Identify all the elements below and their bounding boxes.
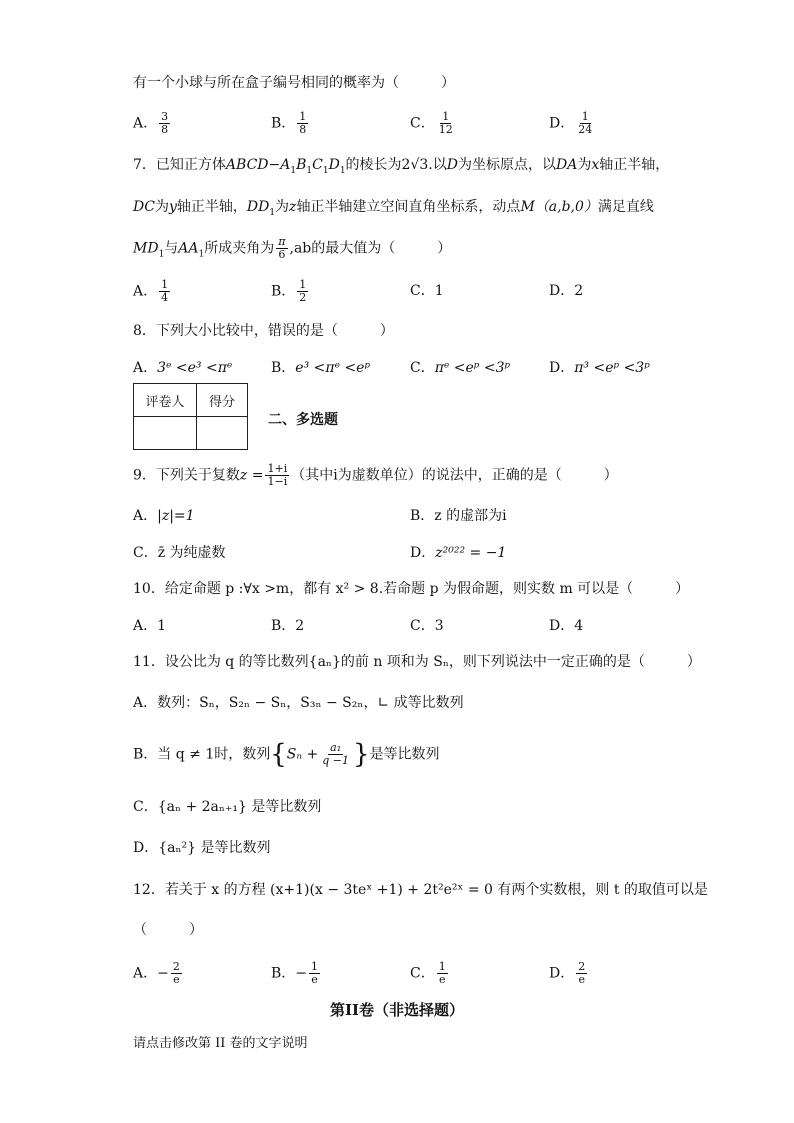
score-table-score-header: 得分: [197, 384, 248, 417]
q11-option-b: B．当 q ≠ 1时，数列{Sₙ + $\frac{\text{a₁}}{q -1}$ }是等比数列: [133, 739, 440, 770]
section-title-multiple-choice: 二、多选题: [268, 412, 338, 428]
q12-option-c: C． $\frac{1}{e}$: [410, 960, 446, 986]
q10-stem: 10．给定命题 p :∀x >m，都有 x² > 8.若命题 p 为假命题，则实数 m 可以是（ ）: [133, 581, 690, 597]
q8-option-d: D．π³ <eᵖ <3ᵖ: [549, 360, 650, 376]
q7-option-d: D．2: [549, 283, 584, 299]
q6-option-a: A． $\frac{3}{8}$: [133, 110, 169, 136]
q11-option-d: D．{aₙ²} 是等比数列: [133, 840, 271, 856]
q6-option-c: C． $\frac{1}{12}$: [410, 110, 453, 136]
q11-option-a: A．数列：Sₙ，S₂ₙ − Sₙ，S₃ₙ − S₂ₙ，∟ 成等比数列: [133, 695, 464, 711]
q8-stem: 8．下列大小比较中，错误的是（ ）: [133, 323, 394, 339]
q9-option-d: D．z²⁰²² = −1: [410, 545, 507, 561]
q10-option-d: D．4: [549, 618, 584, 634]
q7-option-a: A． $\frac{1}{4}$: [133, 278, 169, 304]
q11-stem: 11．设公比为 q 的等比数列{aₙ}的前 n 项和为 Sₙ，则下列说法中一定正确的是（ ）: [133, 654, 701, 670]
q9-option-a: A．|z|=1: [133, 508, 195, 524]
q12-stem: 12．若关于 x 的方程 (x+1)(x − 3teˣ +1) + 2t²e²ˣ = 0 有两个实数根，则 t 的取值可以是: [133, 882, 708, 898]
q10-option-b: B．2: [271, 618, 305, 634]
q12-option-b: B．− $\frac{1}{e}$: [271, 960, 319, 986]
score-table-score-cell[interactable]: [197, 417, 248, 450]
q10-option-c: C．3: [410, 618, 444, 634]
q12-stem-bracket: （ ）: [133, 922, 203, 938]
q7-line-1: 7．已知正方体$ABCD-A_1B_1C_1D_1$的棱长为2√3.以D为坐标原点，以DA为x轴正半轴，: [133, 157, 670, 176]
q10-option-a: A．1: [133, 618, 167, 634]
part-2-title: 第II卷（非选择题）: [329, 1001, 465, 1019]
q8-option-a: A．3ᵉ <e³ <πᵉ: [133, 360, 233, 376]
part-2-note[interactable]: 请点击修改第 II 卷的文字说明: [133, 1036, 308, 1051]
q6-option-b: B． $\frac{1}{8}$: [271, 110, 307, 136]
q8-option-c: C．πᵉ <eᵖ <3ᵖ: [410, 360, 511, 376]
q12-option-a: A．− $\frac{2}{e}$: [133, 960, 180, 986]
q7-line-2: DC为y轴正半轴，$DD_1$为z轴正半轴建立空间直角坐标系，动点M（a,b,0）满足直线: [133, 199, 654, 218]
q12-option-d: D． $\frac{2}{e}$: [549, 960, 586, 986]
q9-option-b: B．z 的虚部为i: [410, 508, 507, 524]
q11-option-c: C．{aₙ + 2aₙ₊₁} 是等比数列: [133, 799, 322, 815]
q9-option-c: C．z̄ 为纯虚数: [133, 545, 226, 561]
q8-option-b: B．e³ <πᵉ <eᵖ: [271, 360, 371, 376]
q6-option-d: D． $\frac{1}{24}$: [549, 110, 593, 136]
q7-option-b: B． $\frac{1}{2}$: [271, 278, 307, 304]
score-table: [133, 383, 248, 450]
q9-stem: 9．下列关于复数z = $\frac{1+i}{1-i}$ （其中i为虚数单位）的说法中，正确的是（ ）: [133, 462, 618, 488]
score-table-grader-header: 评卷人: [134, 384, 197, 417]
q6-stem: 有一个小球与所在盒子编号相同的概率为（ ）: [133, 75, 455, 91]
q7-line-3: $MD_1$与$AA_1$所成夹角为 $\frac{\pi}{6}$ ,ab的最大值为（ ）: [133, 235, 452, 261]
score-table-grader-cell[interactable]: [134, 417, 197, 450]
q7-option-c: C．1: [410, 283, 444, 299]
